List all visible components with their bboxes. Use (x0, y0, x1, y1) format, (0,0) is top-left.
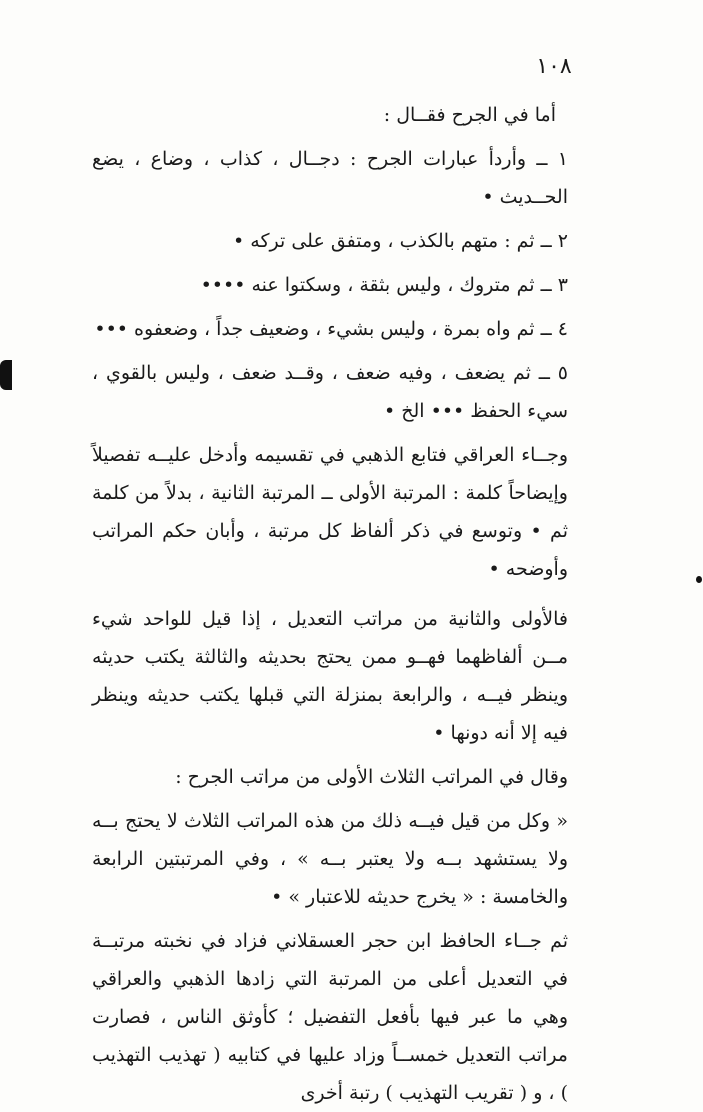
paragraph-iraqi: وجــاء العراقي فتابع الذهبي في تقسيمه وأدخل عليــه تفصيلاً وإيضاحاً كلمة : المرتبة الأولى ــ المرتبة الثانية ، بدلاً من كلمة ثم • وتوسع في ذكر ألفاظ كل مرتبة ، وأبان حكم المراتب وأوضحه • (92, 444, 568, 580)
list-item-1: ١ ــ وأردأ عبارات الجرح : دجــال ، كذاب ، وضاع ، يضع الحــديث • (92, 148, 568, 208)
paragraph-jarh-ranks-intro: وقال في المراتب الثلاث الأولى من مراتب الجرح : (175, 766, 568, 788)
margin-ink-mark (0, 360, 12, 390)
list-item-2: ٢ ــ ثم : متهم بالكذب ، ومتفق على تركه • (233, 230, 568, 252)
paragraph-ibn-hajar: ثم جــاء الحافظ ابن حجر العسقلاني فزاد في نخبته مرتبــة في التعديل أعلى من المرتبة التي زادها الذهبي والعراقي وهي ما عبر فيها بأفعل التفضيل ؛ كأوثق الناس ، فصارت مراتب التعديل خمســاً وزاد عليها في كتابيه ( تهذيب التهذيب ) ، و ( تقريب التهذيب ) رتبة أخرى (92, 930, 568, 1104)
list-item-3: ٣ ــ ثم متروك ، وليس بثقة ، وسكتوا عنه •••• (200, 274, 568, 296)
paragraph-ta-dil-ranks: فالأولى والثانية من مراتب التعديل ، إذا قيل للواحد شيء مــن ألفاظهما فهــو ممن يحتج بحديثه والثالثة يكتب حديثه وينظر فيــه ، والرابعة بمنزلة التي قبلها يكتب حديثه وينظر فيه إلا أنه دونها • (92, 608, 568, 744)
page-body (92, 96, 596, 1112)
margin-ink-dot (696, 576, 702, 583)
quote-paragraph: « وكل من قيل فيــه ذلك من هذه المراتب الثلاث لا يحتج بــه ولا يستشهد بــه ولا يعتبر بــه » ، وفي المرتبتين الرابعة والخامسة : « يخرج حديثه للاعتبار » • (92, 810, 568, 908)
page-number: ١٠٨ (536, 54, 572, 79)
list-item-4: ٤ ــ ثم واه بمرة ، وليس بشيء ، وضعيف جداً ، وضعفوه ••• (94, 318, 568, 340)
list-item-5: ٥ ــ ثم يضعف ، وفيه ضعف ، وقــد ضعف ، وليس بالقوي ، سيء الحفظ ••• الخ • (92, 362, 568, 422)
intro-line-jarh: أما في الجرح فقــال : (383, 104, 556, 126)
